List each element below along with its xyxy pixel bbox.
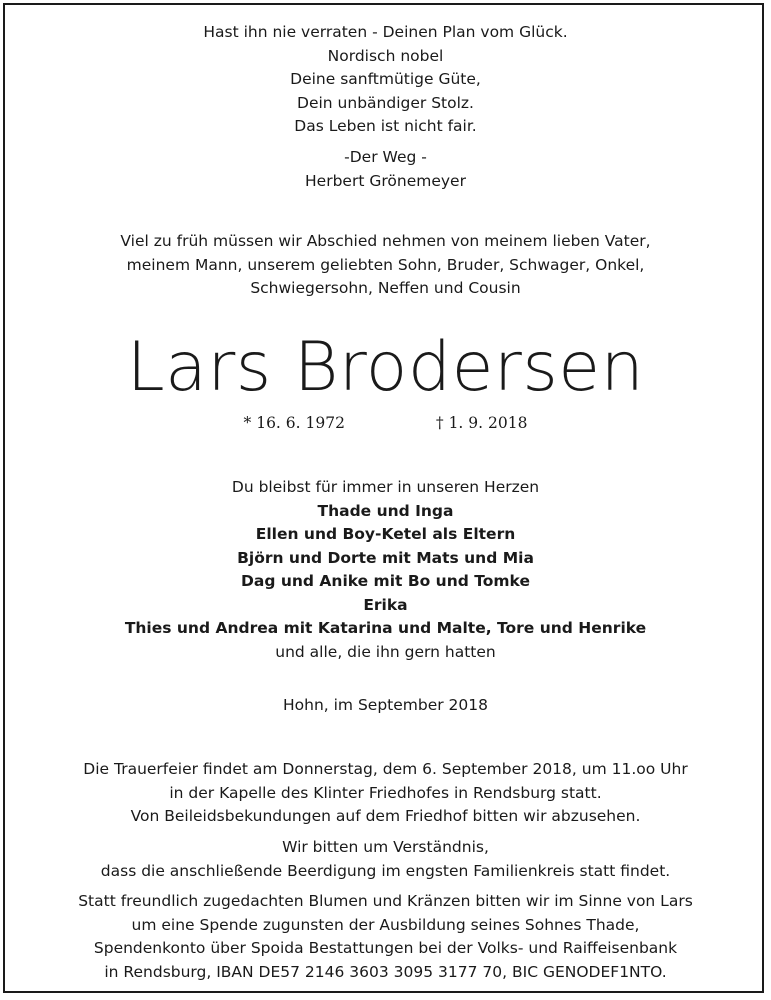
poem-line: Das Leben ist nicht fair. bbox=[294, 117, 477, 135]
donation-line: in Rendsburg, IBAN DE57 2146 3603 3095 3177 70, BIC GENODEF1NTO. bbox=[104, 962, 667, 981]
intro-line: meinem Mann, unserem geliebten Sohn, Bruder, Schwager, Onkel, bbox=[126, 255, 645, 274]
mourner-name: Björn und Dorte mit Mats und Mia bbox=[237, 548, 534, 567]
mourner-name: Ellen und Boy-Ketel als Eltern bbox=[255, 525, 516, 543]
poem-line: Hast ihn nie verraten - Deinen Plan vom Glück. bbox=[203, 23, 568, 41]
poem-source bbox=[0, 146, 771, 193]
mourners bbox=[0, 476, 771, 664]
poem-line: Deine sanftmütige Güte, bbox=[290, 70, 481, 88]
poem-source-title: -Der Weg - bbox=[344, 148, 427, 166]
intro bbox=[0, 230, 771, 301]
intro-line: Viel zu früh müssen wir Abschied nehmen von meinem lieben Vater, bbox=[120, 232, 651, 250]
service-line: Die Trauerfeier findet am Donnerstag, dem 6. September 2018, um 11.oo Uhr bbox=[83, 760, 688, 778]
poem bbox=[0, 21, 771, 139]
mourner-name: Thies und Andrea mit Katarina und Malte, Tore und Henrike bbox=[124, 619, 647, 637]
service-line: in der Kapelle des Klinter Friedhofes in Rendsburg statt. bbox=[169, 783, 602, 802]
mourner-name: Thade und Inga bbox=[317, 501, 454, 520]
mourner-name: Erika bbox=[363, 595, 408, 614]
service-info bbox=[0, 758, 771, 829]
mourner-name: Dag und Anike mit Bo und Tomke bbox=[241, 572, 530, 590]
poem-line: Nordisch nobel bbox=[327, 46, 444, 65]
request-line: dass die anschließende Beerdigung im engsten Familienkreis statt findet. bbox=[100, 861, 671, 880]
mourners-intro: Du bleibst für immer in unseren Herzen bbox=[231, 478, 540, 496]
donation-line: Statt freundlich zugedachten Blumen und Kränzen bitten wir im Sinne von Lars bbox=[78, 892, 693, 910]
deceased-name: Lars Brodersen bbox=[126, 328, 645, 407]
death-date: † 1. 9. 2018 bbox=[435, 414, 528, 432]
birth-date: * 16. 6. 1972 bbox=[243, 414, 345, 432]
place-date: Hohn, im September 2018 bbox=[282, 696, 489, 714]
poem-source-author: Herbert Grönemeyer bbox=[305, 171, 466, 190]
donation-line: um eine Spende zugunsten der Ausbildung seines Sohnes Thade, bbox=[131, 915, 640, 934]
service-line: Von Beileidsbekundungen auf dem Friedhof bitten wir abzusehen. bbox=[130, 807, 641, 825]
request-info bbox=[0, 836, 771, 883]
life-dates bbox=[0, 414, 771, 432]
place-date-block bbox=[0, 694, 771, 718]
intro-line: Schwiegersohn, Neffen und Cousin bbox=[250, 279, 521, 297]
poem-line: Dein unbändiger Stolz. bbox=[297, 93, 474, 112]
mourners-closing: und alle, die ihn gern hatten bbox=[275, 642, 496, 661]
request-line: Wir bitten um Verständnis, bbox=[282, 838, 489, 856]
donation-info bbox=[0, 890, 771, 984]
deceased-name-block bbox=[0, 328, 771, 408]
donation-line: Spendenkonto über Spoida Bestattungen bei der Volks- und Raiffeisenbank bbox=[93, 939, 678, 957]
